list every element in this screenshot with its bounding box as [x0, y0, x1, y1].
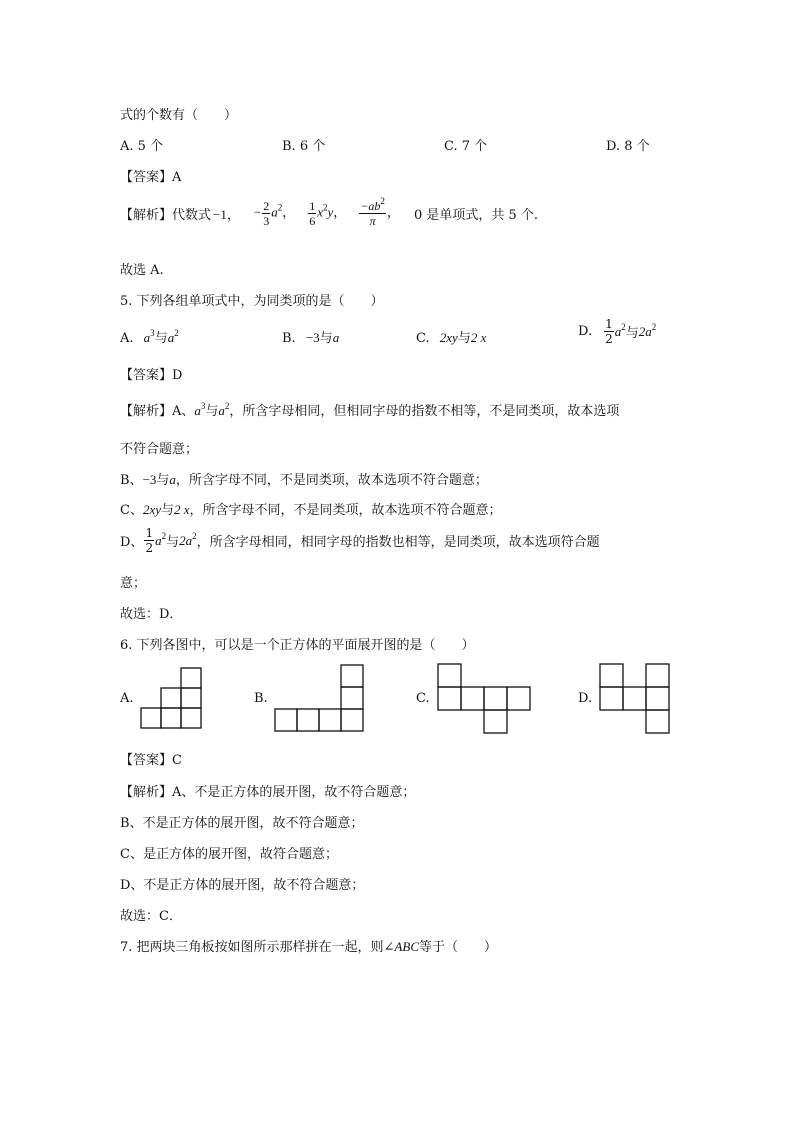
q6-net-c [438, 664, 532, 734]
angle-abc: ∠ABC [383, 939, 419, 954]
q5-analysis-a-cont: 不符合题意； [120, 442, 199, 457]
q5-analysis-d: D、 $\frac{1}{2}$ $a^2$ 与 $2a^2$ ，所含字母相同，相同字母的指数也相等，是同类项，故本选项符合题 [120, 526, 600, 555]
expr-neg-one: −1， [213, 207, 240, 222]
q6-option-a-label: A. [120, 691, 134, 706]
q5-analysis-d-cont: 意； [120, 576, 147, 591]
q6-analysis-c: C、是正方体的展开图，故符合题意； [120, 847, 338, 862]
q6-analysis-d: D、不是正方体的展开图，故不符合题意； [120, 878, 365, 893]
q6-net-d [600, 664, 672, 734]
q4-option-b: B. 6 个 [282, 139, 326, 154]
q4-stem-tail: 式的个数有（ ） [120, 108, 238, 123]
q5-analysis-c: C、2xy与2 x，所含字母不同，不是同类项，故本选项不符合题意； [120, 502, 502, 518]
q6-net-b [275, 665, 365, 733]
q6-conclusion: 故选：C． [120, 909, 182, 924]
q5-analysis-a: 【解析】A、$a^3$与$a^2$，所含字母相同，但相同字母的指数不相等，不是同类项，故本选项 [120, 401, 620, 419]
q6-answer: 【答案】C [120, 753, 182, 768]
q5-conclusion: 故选：D． [120, 607, 183, 622]
q4-answer: 【答案】A [120, 170, 182, 185]
q6-analysis-a: 【解析】A、不是正方体的展开图，故不符合题意； [120, 785, 416, 800]
analysis-lead: 代数式 [172, 208, 212, 223]
q4-option-a: A. 5 个 [120, 139, 164, 154]
analysis-tail: 0 是单项式，共 5 个. [413, 208, 539, 223]
q6-stem: 6. 下列各图中，可以是一个正方体的平面展开图的是（ ） [120, 638, 475, 653]
q5-option-a: A. $a^3$与$a^2$ [120, 328, 179, 346]
q6-net-a [141, 668, 203, 730]
expr-neg-ab2-over-pi: $\frac{-ab^2}{\pi}$ ， [360, 196, 400, 228]
q6-option-d-label: D. [578, 691, 593, 706]
expr-neg-two-thirds-a2: − $\frac{2}{3}$ $a^2$， [253, 199, 296, 228]
q4-analysis [120, 196, 539, 228]
q5-option-d: D. $\frac{1}{2}$ $a^2$ 与 $2a^2$ [578, 317, 657, 346]
q4-option-c: C. 7 个 [444, 139, 488, 154]
expr-sixth-x2y: $\frac{1}{6}$ $x^2y$， [309, 199, 347, 228]
q5-option-b: B. −3与a [282, 330, 340, 346]
q5-stem: 5. 下列各组单项式中，为同类项的是（ ） [120, 294, 384, 309]
q5-answer: 【答案】D [120, 368, 183, 383]
q4-conclusion: 故选 A. [120, 263, 164, 278]
q6-option-c-label: C. [416, 691, 430, 706]
analysis-label: 【解析】 [120, 208, 173, 223]
q7-stem: 7. 把两块三角板按如图所示那样拼在一起，则∠ABC等于（ ） [120, 939, 498, 955]
q6-analysis-b: B、不是正方体的展开图，故不符合题意； [120, 816, 364, 831]
q5-analysis-b: B、−3与a，所含字母不同，不是同类项，故本选项不符合题意； [120, 472, 488, 488]
q4-option-d: D. 8 个 [606, 139, 650, 154]
q5-option-c: C. 2xy与2 x [416, 330, 487, 346]
q6-option-b-label: B. [254, 691, 268, 706]
